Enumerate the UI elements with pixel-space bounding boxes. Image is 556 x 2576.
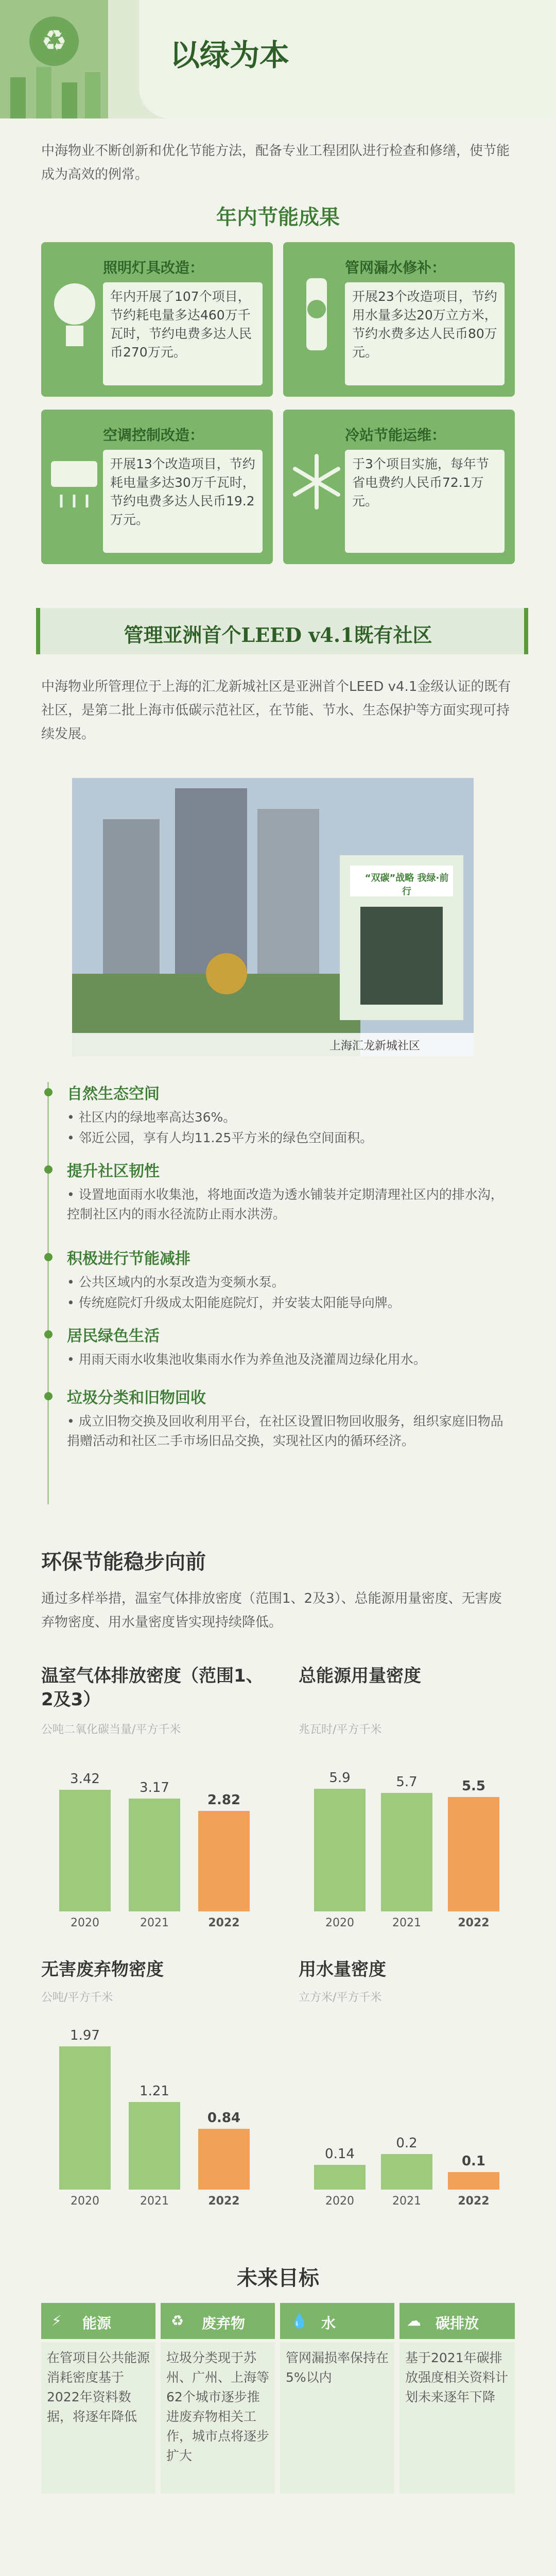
goal-text: 垃圾分类现于苏州、广州、上海等62个城市逐步推进废弃物相关工作，城市点将逐步扩大 [161,2342,275,2494]
snowflake-icon [291,451,342,518]
chart-category-label: 2020 [71,1917,99,1929]
card-text: 开展23个改造项目，节约用水量多达20万立方米，节约水费多达人民币80万元。 [352,289,497,360]
chart-waste [41,1958,268,2226]
chart-category-label: 2022 [458,2195,490,2208]
chart-value-label: 0.2 [396,2136,418,2151]
bulb-icon [51,278,98,355]
item-line: • 邻近公园，享有人均11.25平方米的绿色空间面积。 [67,1130,373,1145]
chart-bar [59,2046,111,2190]
goal-energy: ⚡ 能源 [41,2303,155,2339]
chart-category-label: 2022 [208,1917,240,1929]
item-head: 垃圾分类和旧物回收 [67,1389,206,1407]
chart-unit: 立方米/平方千米 [299,1991,382,2004]
chart-bar [198,2129,250,2190]
item-head: 积极进行节能减排 [67,1250,190,1268]
chart-value-label: 0.14 [325,2146,355,2162]
chart-category-label: 2021 [140,2195,169,2208]
chart-category-label: 2020 [325,2195,354,2208]
chart-water [299,1958,515,2226]
savings-title: 年内节能成果 [216,206,340,229]
chart-bar [448,2172,499,2190]
timeline-line [47,1082,49,1504]
card-title: 冷站节能运维： [345,427,446,444]
timeline-dot [44,1253,53,1261]
chart-bar [314,1789,366,1911]
chart-value-label: 0.84 [207,2110,241,2126]
leed-banner [36,608,528,654]
timeline-dot [44,1392,53,1400]
item-head: 自然生态空间 [67,1085,160,1103]
chart-category-label: 2020 [325,1917,354,1929]
chart-unit: 公吨/平方千米 [41,1991,113,2004]
chart-value-label: 3.17 [140,1780,169,1796]
item-line: • 设置地面雨水收集池，将地面改造为透水铺装并定期清理社区内的排水沟，控制社区内的雨水径流防止雨水洪涝。 [67,1187,503,1222]
timeline-dot [44,1088,53,1096]
chart-value-label: 0.1 [461,2153,486,2169]
water-drop-icon: 💧 [290,2312,308,2329]
water-tap-icon [293,273,340,361]
goal-waste: ♻ 废弃物 [161,2303,275,2339]
savings-card-aircon [41,410,273,564]
chart-bar [129,1799,180,1911]
chart-category-label: 2020 [71,2195,99,2208]
chart-value-label: 2.82 [207,1792,241,1808]
chart-unit: 兆瓦时/平方千米 [299,1723,382,1736]
chart-bar [59,1790,111,1911]
chart-category-label: 2021 [140,1917,169,1929]
chart-category-label: 2022 [208,2195,240,2208]
item-line: • 传统庭院灯升级成太阳能庭院灯，并安装太阳能导向牌。 [67,1295,401,1310]
chart-title: 温室气体排放密度（范围1、2及3） [41,1666,264,1710]
intro-text: 中海物业不断创新和优化节能方法，配备专业工程团队进行检查和修缮，使节能成为高效的例常。 [41,143,510,182]
item-head: 提升社区韧性 [67,1162,160,1180]
chart-unit: 公吨二氧化碳当量/平方千米 [41,1723,181,1736]
chart-value-label: 5.5 [461,1778,486,1794]
leed-intro: 中海物业所管理位于上海的汇龙新城社区是亚洲首个LEED v4.1金级认证的既有社区，是第二批上海市低碳示范社区，在节能、节水、生态保护等方面实现可持续发展。 [41,679,511,742]
energy-icon: ⚡ [51,2312,62,2329]
card-title: 照明灯具改造： [103,259,204,276]
goals-title: 未来目标 [237,2266,319,2290]
card-title: 管网漏水修补： [345,259,446,276]
chart-title: 用水量密度 [299,1959,386,1980]
leed-banner-text: 管理亚洲首个LEED v4.1既有社区 [124,623,432,647]
svg-text:♻: ♻ [41,24,67,58]
goal-text: 在管项目公共能源消耗密度基于2022年资料数据，将逐年降低 [41,2342,155,2494]
savings-card-lighting [41,242,273,397]
recycle-leaf-graphic [0,0,108,118]
chart-value-label: 1.97 [70,2028,100,2044]
savings-card-pipe [283,242,515,397]
card-title: 空调控制改造： [103,427,204,444]
savings-card-cooling [283,410,515,564]
goal-text: 基于2021年碳排放强度相关资料计划未来逐年下降 [399,2342,515,2494]
chart-bar [314,2165,366,2190]
chart-bar [381,2154,432,2190]
chart-value-label: 1.21 [140,2083,169,2099]
photo-caption: 上海汇龙新城社区 [329,1040,421,1053]
env-title: 环保节能稳步向前 [41,1550,206,1574]
card-text: 于3个项目实施，每年节省电费约人民币72.1万元。 [352,456,489,509]
timeline-dot [44,1330,53,1338]
chart-category-label: 2022 [458,1917,490,1929]
photo-sign: “双碳”战略 我绿·前行 [364,873,449,897]
chart-bar [448,1797,499,1911]
chart-value-label: 3.42 [70,1771,100,1787]
air-conditioner-icon [48,456,100,513]
goal-water: 💧 水 [280,2303,394,2339]
chart-category-label: 2021 [392,2195,421,2208]
timeline-dot [44,1165,53,1174]
chart-value-label: 5.7 [396,1774,418,1790]
item-line: • 社区内的绿地率高达36%。 [67,1110,236,1125]
card-text: 年内开展了107个项目，节约耗电量多达460万千瓦时，节约电费多达人民币270万元。 [110,289,252,360]
chart-value-label: 5.9 [329,1770,351,1786]
chart-title: 无害废弃物密度 [41,1959,164,1980]
community-photo [72,778,474,1056]
item-head: 居民绿色生活 [67,1327,160,1345]
card-text: 开展13个改造项目，节约耗电量多达30万千瓦时，节约电费多达人民币19.2万元。 [110,456,255,527]
goals-grid [41,2303,515,2499]
item-line: • 公共区域内的水泵改造为变频水泵。 [67,1275,285,1290]
chart-ghg [41,1664,268,1942]
item-line: • 成立旧物交换及回收利用平台，在社区设置旧物回收服务，组织家庭旧物品捐赠活动和社区二手市场旧品交换，实现社区内的循环经济。 [67,1414,503,1448]
chart-energy [299,1664,515,1942]
env-intro: 通过多样举措，温室气体排放密度（范围1、2及3）、总能源用量密度、无害废弃物密度、用水量密度皆实现持续降低。 [41,1591,502,1630]
chart-category-label: 2021 [392,1917,421,1929]
chart-bar [129,2102,180,2190]
recycle-bin-icon: ♻ [171,2312,184,2329]
item-line: • 用雨天雨水收集池收集雨水作为养鱼池及浇灌周边绿化用水。 [67,1352,426,1367]
chart-bar [198,1811,250,1911]
chart-title: 总能源用量密度 [299,1666,421,1686]
co2-cloud-icon: ☁ [407,2312,421,2329]
chart-bar [381,1793,432,1911]
page-title: 以绿为本 [170,38,290,73]
goal-carbon: ☁ 碳排放 [399,2303,515,2339]
goal-text: 管网漏损率保持在5%以内 [280,2342,394,2494]
